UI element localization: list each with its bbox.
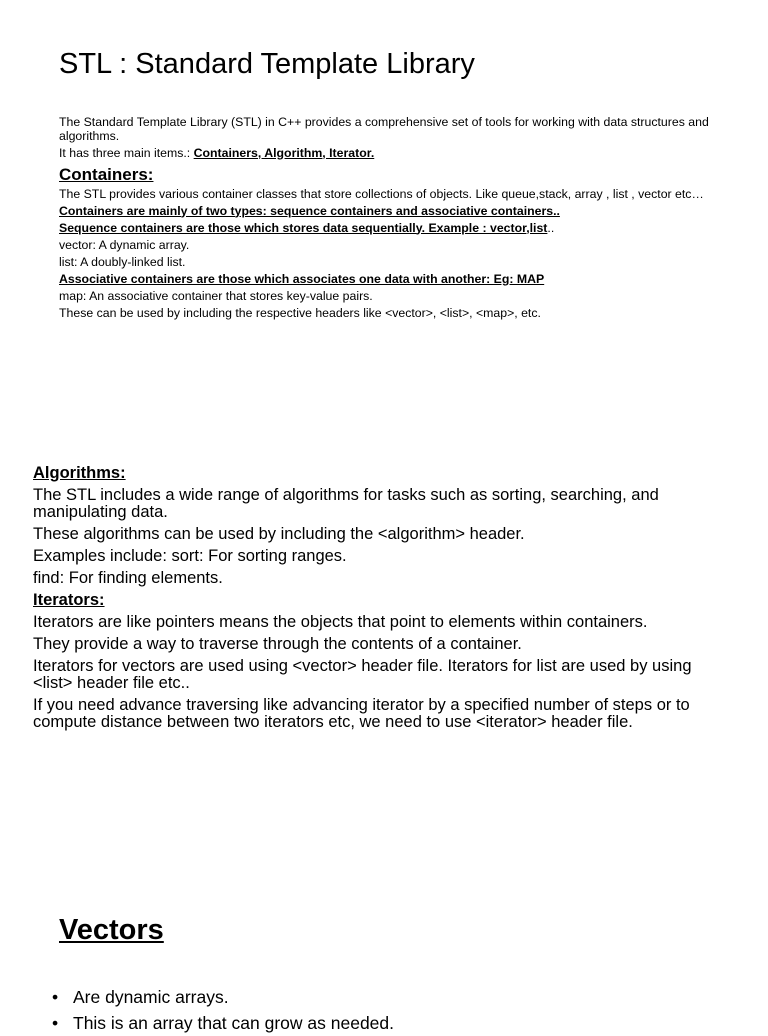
headers-line: These can be used by including the respective headers like <vector>, <list>, <map>, etc. [59, 305, 541, 320]
iterators-line-4: If you need advance traversing like advancing iterator by a specified number of steps or to compute distance between two iterators etc, we need to use <iterator> header file. [33, 696, 690, 731]
associative-definition: Associative containers are those which associates one data with another: Eg: MAP [59, 271, 545, 286]
iterators-line-1: Iterators are like pointers means the objects that point to elements within containers. [33, 613, 648, 631]
list-line: list: A doubly-linked list. [59, 254, 186, 269]
algorithms-line-2: These algorithms can be used by including the <algorithm> header. [33, 525, 525, 543]
three-items-prefix: It has three main items.: [59, 145, 194, 160]
three-items-line [59, 147, 709, 161]
iterators-line-2: They provide a way to traverse through the contents of a container. [33, 635, 522, 653]
algorithms-line-1: The STL includes a wide range of algorithms for tasks such as sorting, searching, and manipulating data. [33, 486, 659, 521]
sequence-tail: .. [547, 220, 555, 235]
algorithms-iterators-section [33, 465, 733, 736]
bullet-icon: • [52, 1013, 59, 1033]
vectors-title: Vectors [59, 914, 164, 946]
map-line: map: An associative container that stores key-value pairs. [59, 288, 373, 303]
container-types-line: Containers are mainly of two types: sequence containers and associative containers.. [59, 203, 560, 218]
bullet-icon: • [52, 987, 59, 1007]
page-title: STL : Standard Template Library [59, 48, 475, 80]
bullet-text: This is an array that can grow as needed. [73, 1013, 395, 1033]
containers-description: The STL provides various container classes that store collections of objects. Like queue,stack, array , list , vector etc… [59, 186, 704, 201]
list-item [52, 984, 394, 1010]
algorithms-line-3: Examples include: sort: For sorting ranges. [33, 547, 347, 565]
intro-paragraph: The Standard Template Library (STL) in C++ provides a comprehensive set of tools for working with data structures and algorithms. [59, 115, 709, 143]
sequence-definition: Sequence containers are those which stores data sequentially. Example : vector,list [59, 220, 548, 235]
algorithms-heading: Algorithms: [33, 464, 126, 482]
containers-heading: Containers: [59, 164, 154, 184]
stl-intro-section [59, 116, 709, 324]
three-items-list: Containers, Algorithm, Iterator. [193, 145, 375, 160]
bullet-text: Are dynamic arrays. [73, 987, 229, 1007]
vectors-bullet-list [52, 984, 394, 1036]
iterators-line-3: Iterators for vectors are used using <vector> header file. Iterators for list are used by using <list> header file etc.. [33, 657, 692, 692]
iterators-heading: Iterators: [33, 591, 105, 609]
sequence-line [59, 222, 709, 236]
algorithms-line-4: find: For finding elements. [33, 569, 223, 587]
vector-line: vector: A dynamic array. [59, 237, 190, 252]
list-item [52, 1010, 394, 1036]
